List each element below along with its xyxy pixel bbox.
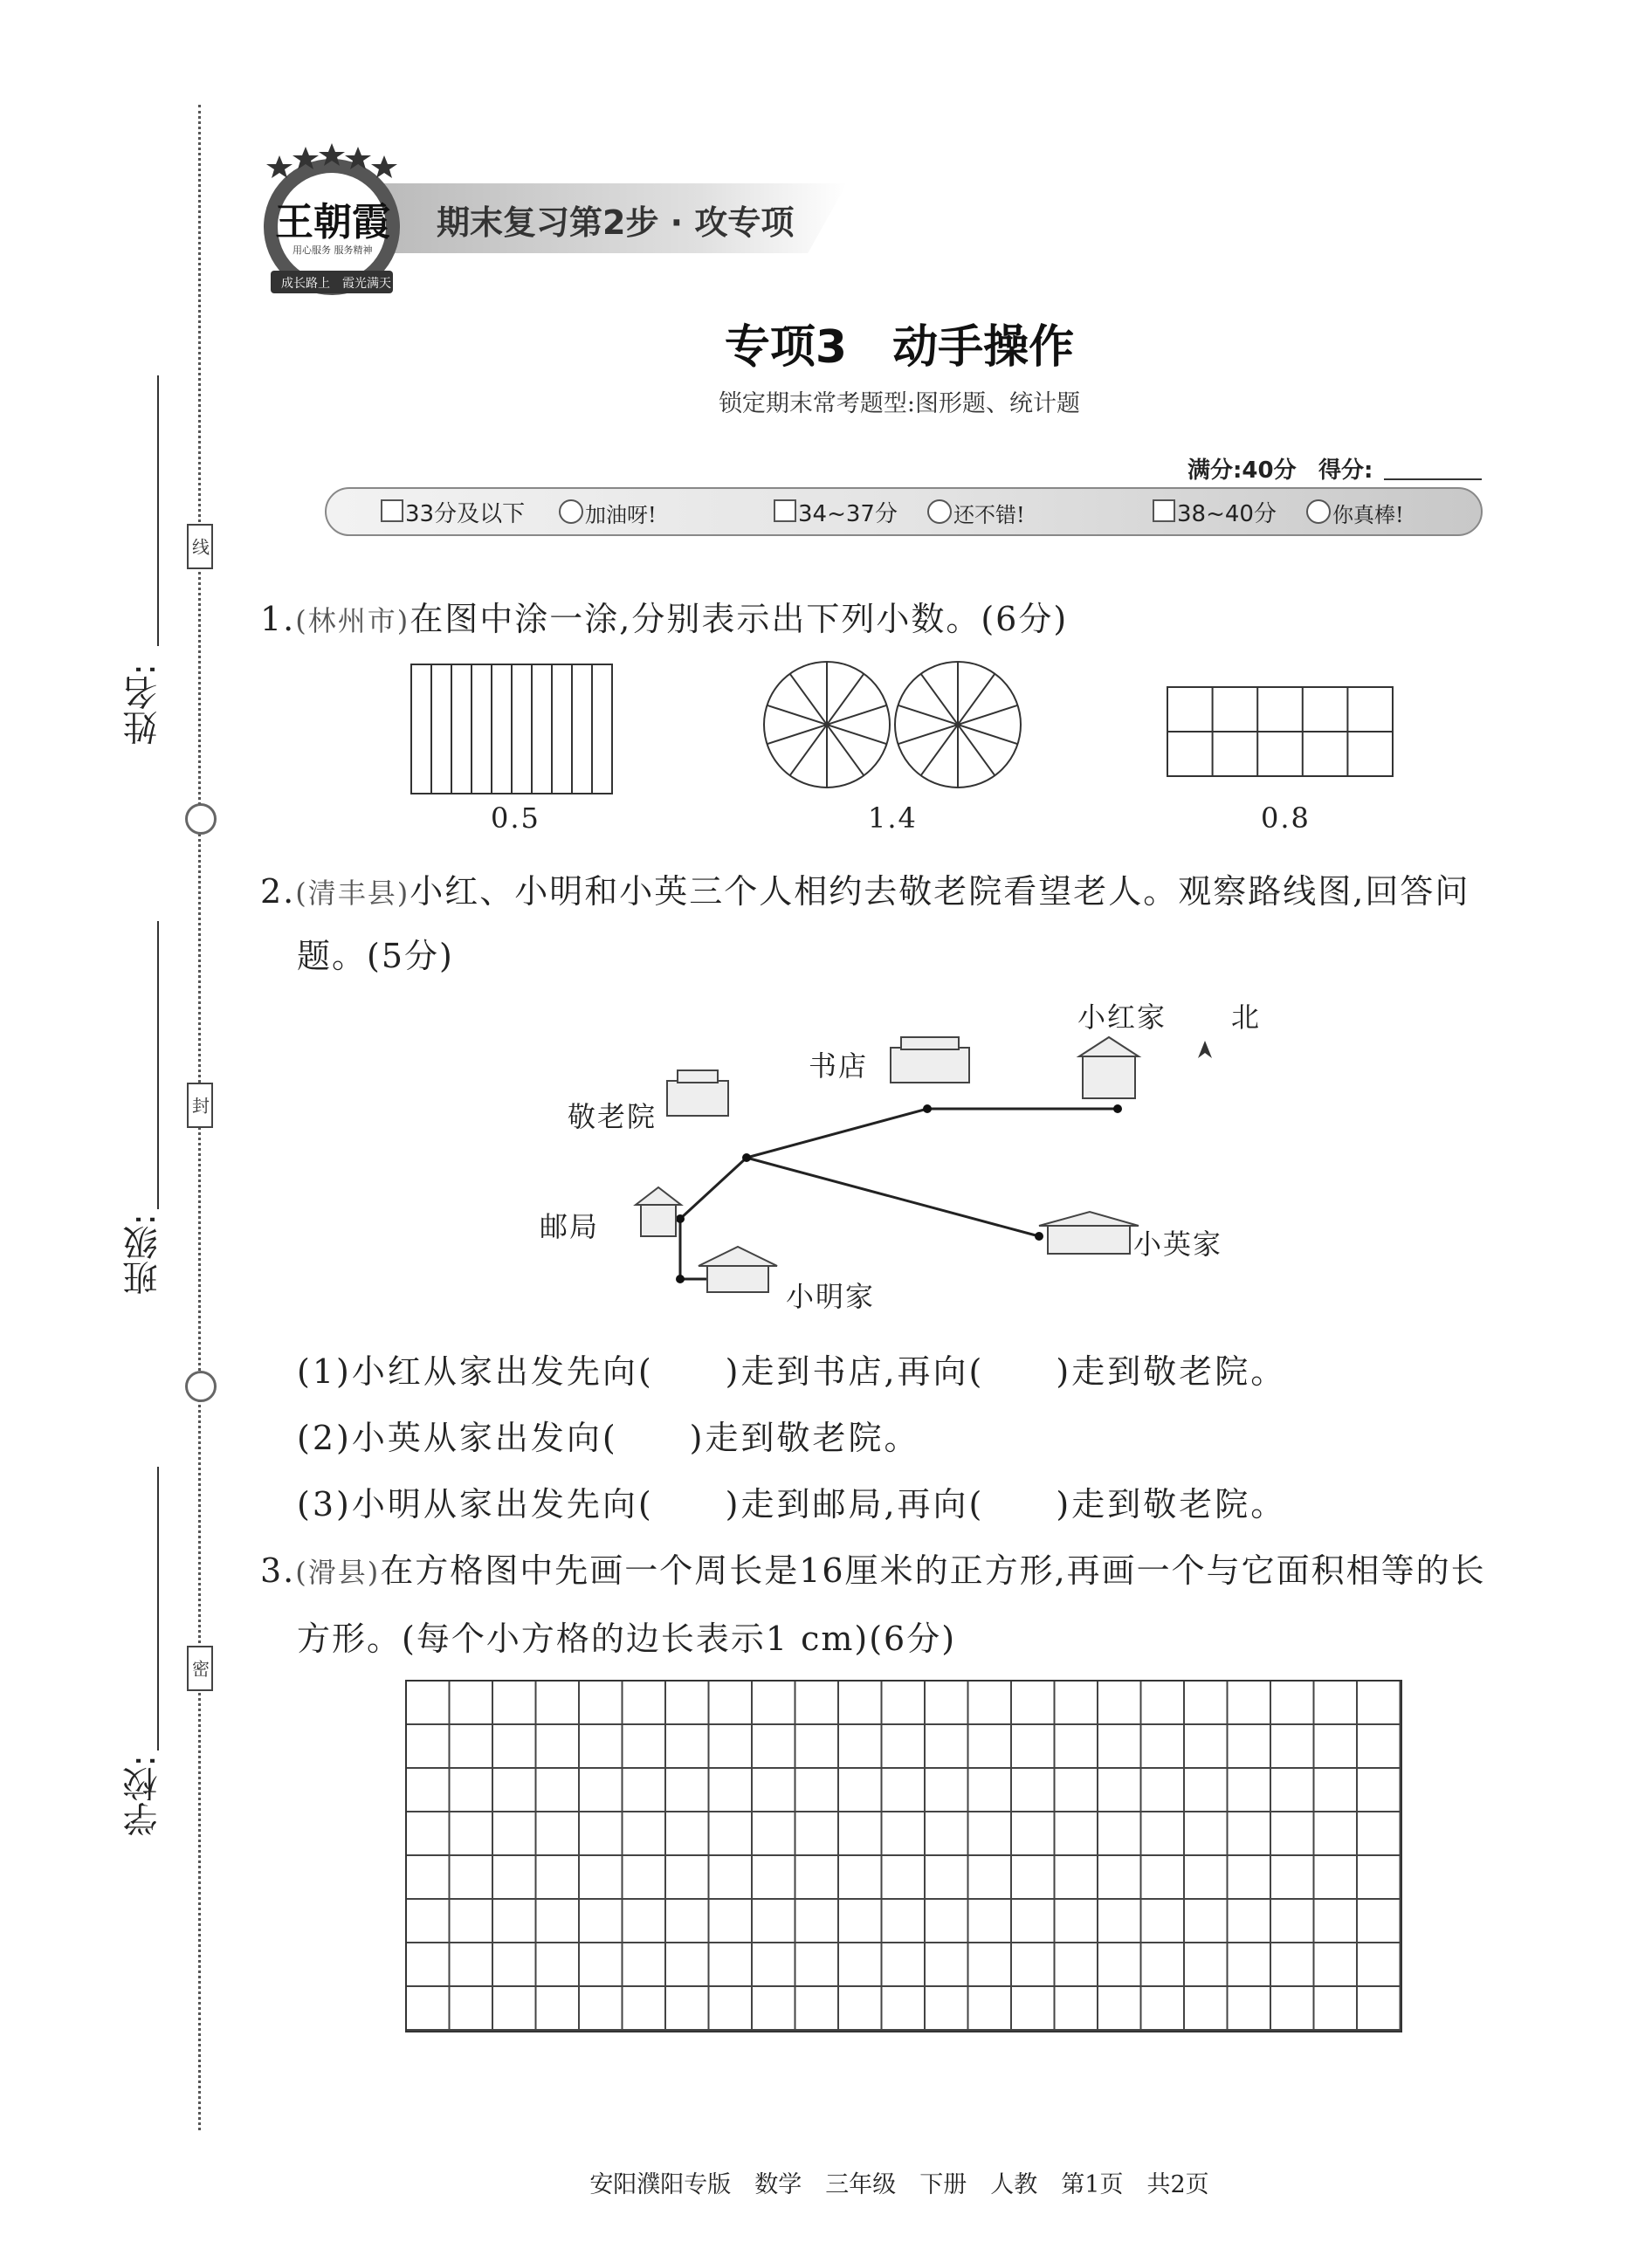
grade-range: 34~37分 [798, 501, 898, 527]
q3-text-cont: 方形。(每个小方格的边长表示1 cm)(6分) [297, 1620, 957, 1658]
logo-slogan-left: 成长路上 [281, 277, 330, 291]
class-underline [157, 921, 159, 1209]
q1-label-a: 0.5 [491, 801, 540, 835]
map-label-xiaoming: 小明家 [786, 1280, 876, 1313]
q2-source: (清丰县) [295, 877, 410, 910]
score-blank[interactable] [1384, 478, 1482, 480]
q2-sub2: (2)小英从家出发向( )走到敬老院。 [297, 1419, 920, 1457]
class-label: 班级: [123, 1214, 163, 1296]
page-footer: 安阳濮阳专版 数学 三年级 下册 人教 第1页 共2页 [589, 2171, 1209, 2198]
score-label: 得分: [1318, 457, 1373, 484]
grade-checkbox[interactable] [381, 499, 403, 522]
banner-text: 期末复习第2步 · 攻专项 [437, 203, 795, 242]
q1-label-b: 1.4 [868, 801, 918, 835]
square-grid[interactable] [405, 1680, 1402, 2032]
face-icon [927, 499, 952, 524]
rect-tenths-diagram[interactable] [410, 664, 613, 798]
swirl-icon [185, 1371, 217, 1402]
map-label-north: 北 [1231, 1001, 1262, 1034]
logo-motto: 用心服务 服务精神 [293, 244, 373, 256]
q1-number: 1. [260, 600, 296, 638]
q2-sub3: (3)小明从家出发先向( )走到邮局,再向( )走到敬老院。 [297, 1485, 1287, 1523]
q1-prompt: 在图中涂一涂,分别表示出下列小数。(6分) [410, 600, 1069, 638]
route-map [524, 995, 1275, 1327]
grade-comment: 你真棒! [1332, 503, 1404, 527]
q1-label-c: 0.8 [1261, 801, 1311, 835]
q3-text [260, 1544, 1486, 1592]
q2-number: 2. [260, 872, 296, 911]
face-icon [1306, 499, 1331, 524]
circle-tenths-diagram[interactable] [761, 659, 1023, 794]
logo-brand-name: 王朝霞 [275, 200, 390, 244]
seal-mark-line: 线 [187, 524, 213, 569]
map-label-post-office: 邮局 [540, 1210, 600, 1243]
map-label-xiaoying: 小英家 [1133, 1228, 1223, 1261]
q3-source: (滑县) [295, 1556, 381, 1589]
grade-comment: 加油呀! [585, 503, 657, 527]
grade-checkbox[interactable] [774, 499, 796, 522]
rect-grid-tenths-diagram[interactable] [1167, 686, 1394, 781]
seal-mark-secret: 密 [187, 1646, 213, 1691]
name-label: 姓名: [123, 664, 163, 746]
page-title: 专项3 动手操作 [724, 321, 1075, 374]
q2-text [260, 864, 1470, 912]
q2-sub1: (1)小红从家出发先向( )走到书店,再向( )走到敬老院。 [297, 1352, 1287, 1391]
face-icon [559, 499, 583, 524]
q3-prompt: 在方格图中先画一个周长是16厘米的正方形,再画一个与它面积相等的长 [380, 1551, 1486, 1590]
grade-checkbox[interactable] [1153, 499, 1175, 522]
school-underline [157, 1467, 159, 1750]
grade-range: 38~40分 [1177, 501, 1277, 527]
seal-mark-seal: 封 [187, 1083, 213, 1128]
page-subtitle: 锁定期末常考题型:图形题、统计题 [718, 390, 1081, 417]
school-label: 学校: [123, 1755, 163, 1837]
grade-comment: 还不错! [953, 503, 1025, 527]
q2-text-cont: 题。(5分) [297, 937, 454, 975]
q1-source: (林州市) [295, 604, 410, 637]
full-score: 满分:40分 [1187, 457, 1297, 484]
swirl-icon [185, 803, 217, 835]
map-label-elderly-home: 敬老院 [568, 1100, 657, 1133]
grade-range: 33分及以下 [405, 501, 526, 527]
map-label-xiaohong: 小红家 [1077, 1001, 1167, 1034]
logo-slogan-right: 霞光满天 [342, 277, 391, 291]
q1-text [260, 592, 1068, 640]
q2-prompt: 小红、小明和小英三个人相约去敬老院看望老人。观察路线图,回答问 [410, 872, 1470, 911]
q3-number: 3. [260, 1551, 296, 1590]
map-label-bookstore: 书店 [809, 1049, 869, 1083]
